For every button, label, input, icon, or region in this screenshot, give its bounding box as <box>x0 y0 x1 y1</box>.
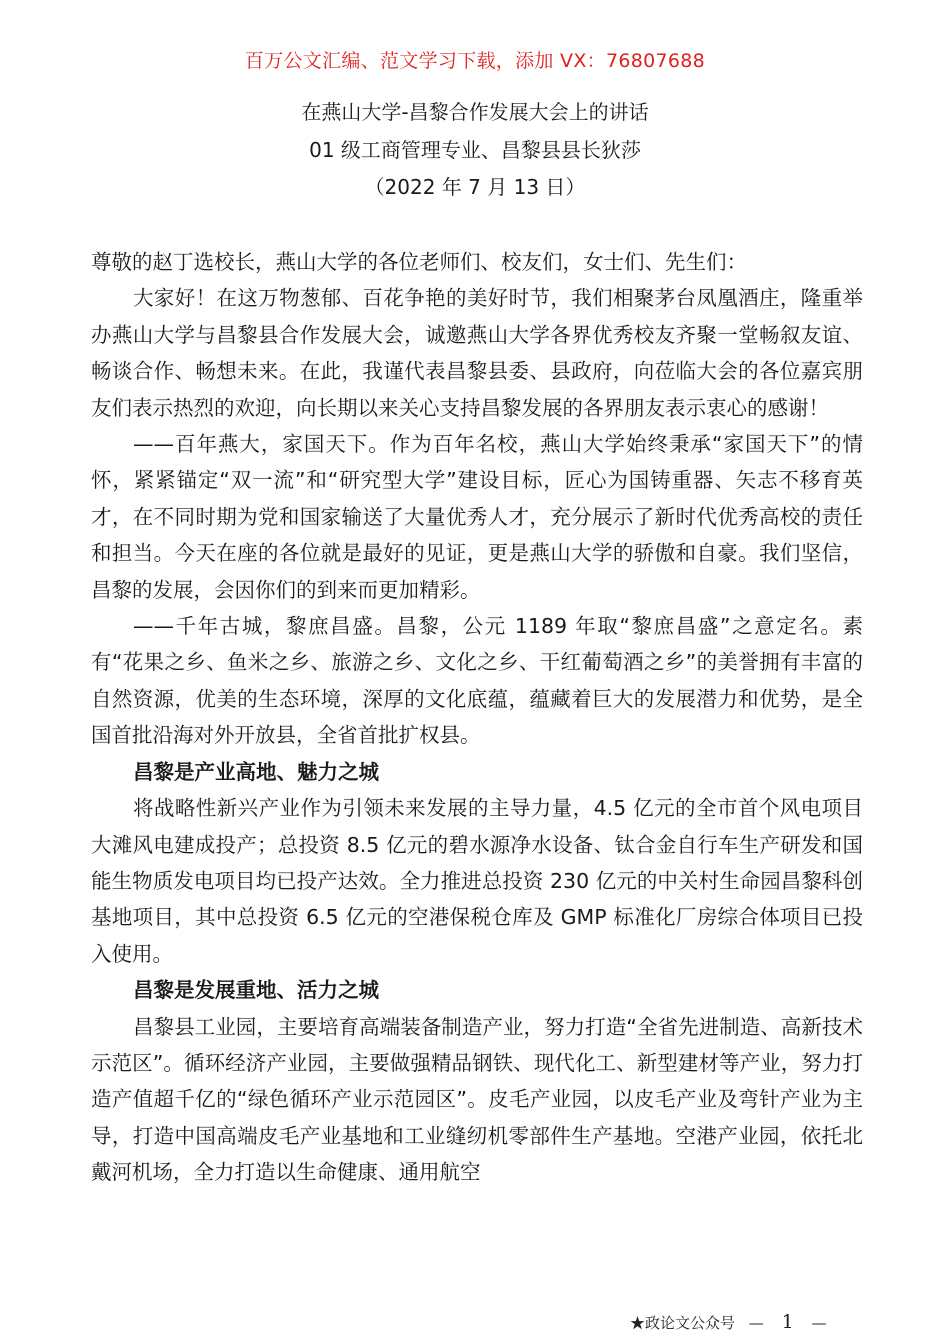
footer-dash-left: — <box>748 1314 764 1332</box>
promo-banner: 百万公文汇编、范文学习下载，添加 VX：76807688 <box>244 50 706 72</box>
paragraph-city: ——千年古城，黎庶昌盛。昌黎，公元 1189 年取“黎庶昌盛”之意定名。素有“花果之乡、鱼米之乡、旅游之乡、文化之乡、干红葡萄酒之乡”的美誉拥有丰富的自然资源，优美的生态环境，深厚的文化底蕴，蕴藏着巨大的发展潜力和优势，是全国首批沿海对外开放县，全省首批扩权县。 <box>91 614 863 748</box>
speaker-line: 01 级工商管理专业、昌黎县县长狄莎 <box>309 138 641 162</box>
page-footer <box>630 1311 835 1333</box>
footer-label: ★政论文公众号 <box>630 1314 736 1332</box>
paragraph-university: ——百年燕大，家国天下。作为百年名校，燕山大学始终秉承“家国天下”的情怀，紧紧锚定“双一流”和“研究型大学”建设目标，匠心为国铸重器、矢志不移育英才，在不同时期为党和国家输送了大量优秀人才，充分展示了新时代优秀高校的责任和担当。今天在座的各位就是最好的见证，更是燕山大学的骄傲和自豪。我们坚信，昌黎的发展，会因你们的到来而更加精彩。 <box>91 432 863 602</box>
speech-body <box>91 244 863 1191</box>
speech-date: （2022 年 7 月 13 日） <box>364 175 586 199</box>
footer-dash-right: — <box>811 1314 827 1332</box>
paragraph-industry: 将战略性新兴产业作为引领未来发展的主导力量，4.5 亿元的全市首个风电项目大滩风电建成投产；总投资 8.5 亿元的碧水源净水设备、钛合金自行车生产研发和国能生物质发电项目均已投产达效。全力推进总投资 230 亿元的中关村生命园昌黎科创基地项目，其中总投资 6.5 亿元的空港保税仓库及 GMP 标准化厂房综合体项目已投入使用。 <box>91 796 863 966</box>
subheading-industry: 昌黎是产业高地、魅力之城 <box>133 759 379 784</box>
subheading-development: 昌黎是发展重地、活力之城 <box>133 978 379 1003</box>
paragraph-development: 昌黎县工业园，主要培育高端装备制造产业，努力打造“全省先进制造、高新技术示范区”。循环经济产业园，主要做强精品钢铁、现代化工、新型建材等产业，努力打造产值超千亿的“绿色循环产业示范园区”。皮毛产业园，以皮毛产业及弯针产业为主导，打造中国高端皮毛产业基地和工业缝纫机零部件生产基地。空港产业园，依托北戴河机场，全力打造以生命健康、通用航空 <box>91 1014 863 1185</box>
salutation: 尊敬的赵丁选校长，燕山大学的各位老师们、校友们，女士们、先生们： <box>91 250 747 274</box>
page-number: 1 <box>781 1311 794 1333</box>
paragraph-greeting: 大家好！在这万物葱郁、百花争艳的美好时节，我们相聚茅台凤凰酒庄，隆重举办燕山大学与昌黎县合作发展大会，诚邀燕山大学各界优秀校友齐聚一堂畅叙友谊、畅谈合作、畅想未来。在此，我谨代表昌黎县委、县政府，向莅临大会的各位嘉宾朋友们表示热烈的欢迎，向长期以来关心支持昌黎发展的各界朋友表示衷心的感谢！ <box>91 286 863 420</box>
speech-title: 在燕山大学-昌黎合作发展大会上的讲话 <box>301 100 649 124</box>
